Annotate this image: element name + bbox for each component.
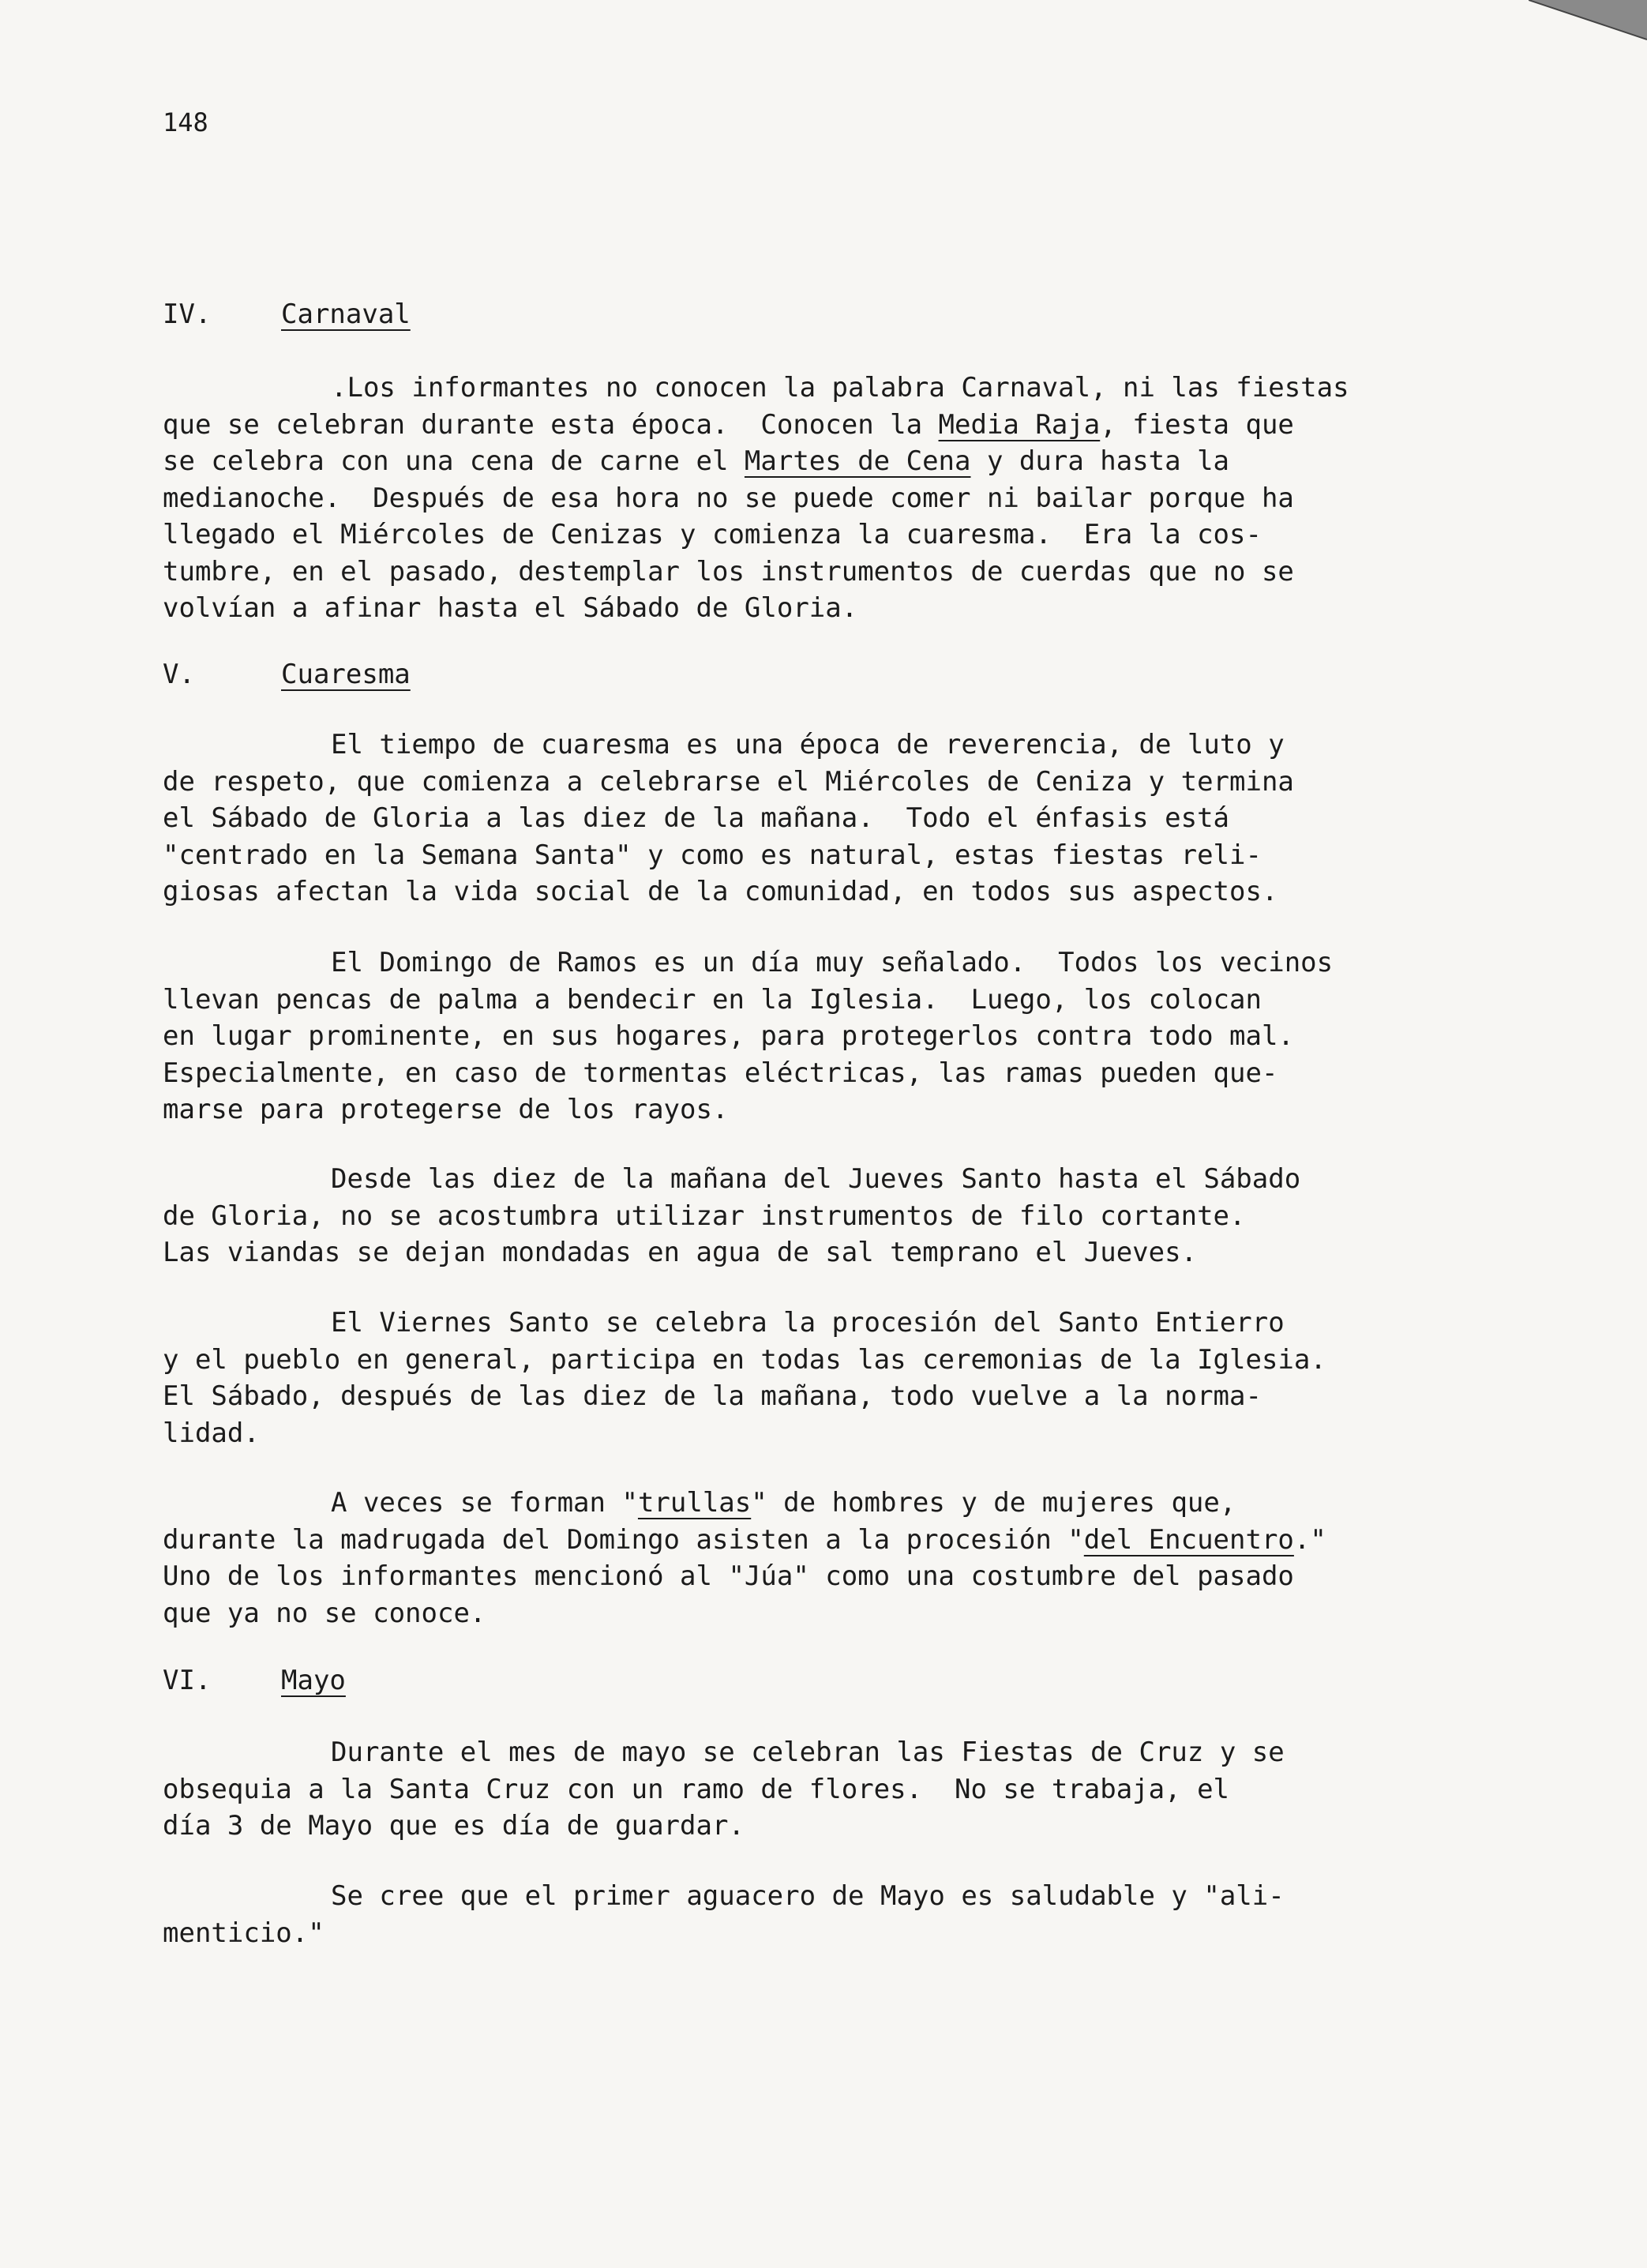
paragraph-cuaresma-1: [163, 727, 1458, 911]
text-line: menticio.": [163, 1917, 325, 1949]
section-number: VI.: [163, 1665, 212, 1696]
paragraph-cuaresma-3: [163, 1161, 1458, 1271]
paragraph-cuaresma-4: [163, 1305, 1458, 1451]
text-line: El Domingo de Ramos es un día muy señalado. Todos los vecinos: [331, 947, 1334, 978]
text-line: y el pueblo en general, participa en todas las ceremonias de la Iglesia.: [163, 1343, 1326, 1376]
text-line: El Sábado, después de las diez de la mañana, todo vuelve a la norma-: [163, 1380, 1262, 1412]
text-line: durante la madrugada del Domingo asisten a la procesión "del Encuentro.": [163, 1523, 1326, 1556]
text-line: medianoche. Después de esa hora no se puede comer ni bailar porque ha: [163, 482, 1294, 514]
text-line: día 3 de Mayo que es día de guardar.: [163, 1810, 745, 1842]
section-heading-cuaresma: [163, 659, 411, 690]
underlined-term: Martes de Cena: [744, 445, 971, 477]
underlined-term: trullas: [637, 1487, 752, 1519]
text-line: de respeto, que comienza a celebrarse el Miércoles de Ceniza y termina: [163, 765, 1294, 798]
text-line: Las viandas se dejan mondadas en agua de sal temprano el Jueves.: [163, 1237, 1198, 1268]
text-line: se celebra con una cena de carne el Martes de Cena y dura hasta la: [163, 445, 1230, 477]
underlined-term: del Encuentro: [1083, 1523, 1294, 1556]
text-line: Durante el mes de mayo se celebran las Fiestas de Cruz y se: [331, 1737, 1285, 1768]
section-title: Carnaval: [281, 299, 411, 330]
text-line: Uno de los informantes mencionó al "Júa" como una costumbre del pasado: [163, 1560, 1294, 1592]
text-line: .Los informantes no conocen la palabra Carnaval, ni las fiestas: [331, 372, 1349, 404]
text-line: volvían a afinar hasta el Sábado de Gloria.: [163, 592, 858, 624]
page-corner-fold: [1529, 0, 1647, 71]
text-line: giosas afectan la vida social de la comunidad, en todos sus aspectos.: [163, 876, 1278, 907]
text-line: llevan pencas de palma a bendecir en la Iglesia. Luego, los colocan: [163, 983, 1262, 1016]
text-line: El tiempo de cuaresma es una época de reverencia, de luto y: [331, 729, 1285, 760]
section-heading-carnaval: [163, 299, 411, 330]
paragraph-mayo-2: [163, 1878, 1458, 1951]
text-line: lidad.: [163, 1417, 260, 1449]
text-line: Se cree que el primer aguacero de Mayo es saludable y "ali-: [331, 1880, 1285, 1912]
section-number: IV.: [163, 299, 212, 330]
page-number: 148: [163, 107, 208, 137]
paragraph-cuaresma-2: [163, 944, 1458, 1128]
underlined-term: Media Raja: [938, 408, 1101, 441]
text-line: El Viernes Santo se celebra la procesión del Santo Entierro: [331, 1307, 1285, 1339]
text-line: que ya no se conoce.: [163, 1597, 486, 1629]
text-line: llegado el Miércoles de Cenizas y comienza la cuaresma. Era la cos-: [163, 519, 1262, 550]
paragraph-carnaval: [163, 370, 1458, 627]
text-line: Especialmente, en caso de tormentas eléctricas, las ramas pueden que-: [163, 1057, 1278, 1089]
text-line: A veces se forman "trullas" de hombres y de mujeres que,: [331, 1487, 1236, 1519]
text-line: tumbre, en el pasado, destemplar los instrumentos de cuerdas que no se: [163, 555, 1294, 588]
text-line: que se celebran durante esta época. Conocen la Media Raja, fiesta que: [163, 408, 1294, 441]
text-line: marse para protegerse de los rayos.: [163, 1094, 729, 1125]
paragraph-cuaresma-5: [163, 1485, 1458, 1632]
section-title: Mayo: [281, 1665, 346, 1696]
text-line: Desde las diez de la mañana del Jueves Santo hasta el Sábado: [331, 1163, 1301, 1195]
paragraph-mayo-1: [163, 1734, 1458, 1845]
text-line: obsequia a la Santa Cruz con un ramo de flores. No se trabaja, el: [163, 1773, 1230, 1805]
text-line: "centrado en la Semana Santa" y como es natural, estas fiestas reli-: [163, 839, 1262, 871]
section-number: V.: [163, 659, 195, 690]
text-line: el Sábado de Gloria a las diez de la mañana. Todo el énfasis está: [163, 802, 1230, 834]
text-line: de Gloria, no se acostumbra utilizar instrumentos de filo cortante.: [163, 1200, 1246, 1232]
section-heading-mayo: [163, 1665, 346, 1696]
section-title: Cuaresma: [281, 659, 411, 690]
text-line: en lugar prominente, en sus hogares, para protegerlos contra todo mal.: [163, 1020, 1294, 1052]
